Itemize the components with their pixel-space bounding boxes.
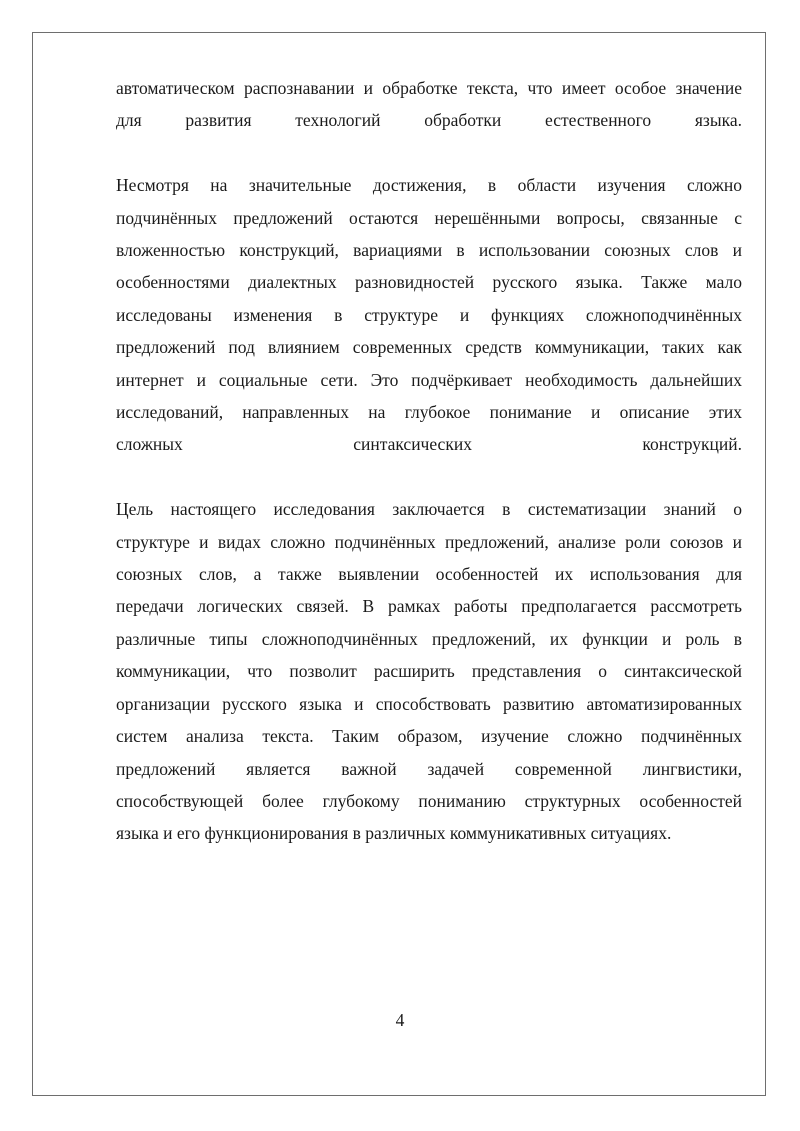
paragraph-3-line-10: способствующей более глубокому пониманию структурных особенностей (116, 790, 742, 811)
paragraph-3-line-2: структуре и видах сложно подчинённых предложений, анализе роли союзов и (116, 531, 742, 552)
paragraph-3-line-11: языка и его функционирования в различных коммуникативных ситуациях. (116, 823, 672, 844)
paragraph-spacer (116, 461, 742, 493)
paragraph-2-line-2: подчинённых предложений остаются нерешёнными вопросы, связанные с (116, 207, 742, 228)
paragraph-3-line-6: коммуникации, что позволит расширить представления о синтаксической (116, 661, 742, 682)
paragraph-2-line-4: особенностями диалектных разновидностей русского языка. Также мало (116, 272, 742, 293)
paragraph-2-line-7: интернет и социальные сети. Это подчёркивает необходимость дальнейших (116, 369, 742, 390)
paragraph-2-line-3: вложенностью конструкций, вариациями в использовании союзных слов и (116, 240, 742, 261)
paragraph-2-line-9: сложных синтаксических конструкций. (116, 434, 742, 455)
paragraph-3-line-7: организации русского языка и способствовать развитию автоматизированных (116, 693, 742, 714)
paragraph-1-line-1: автоматическом распознавании и обработке текста, что имеет особое значение (116, 78, 742, 98)
paragraph-2-line-6: предложений под влиянием современных средств коммуникации, таких как (116, 337, 742, 358)
paragraph-3-line-4: передачи логических связей. В рамках работы предполагается рассмотреть (116, 596, 742, 617)
paragraph-3-line-5: различные типы сложноподчинённых предложений, их функции и роль в (116, 628, 742, 649)
paragraph-3-line-9: предложений является важной задачей современной лингвистики, (116, 758, 742, 779)
paragraph-1-line-2: для развития технологий обработки естественного языка. (116, 110, 742, 131)
paragraph-3-line-1: Цель настоящего исследования заключается в систематизации знаний о (116, 499, 742, 520)
paragraph-3-line-3: союзных слов, а также выявлении особенностей их использования для (116, 564, 742, 585)
paragraph-2-line-5: исследованы изменения в структуре и функциях сложноподчинённых (116, 304, 742, 325)
paragraph-spacer (116, 137, 742, 169)
paragraph-3-line-8: систем анализа текста. Таким образом, изучение сложно подчинённых (116, 726, 742, 747)
paragraph-2-line-1: Несмотря на значительные достижения, в области изучения сложно (116, 175, 742, 196)
paragraph-2-line-8: исследований, направленных на глубокое понимание и описание этих (116, 402, 742, 423)
page-number: 4 (395, 1010, 405, 1030)
document-body (116, 72, 742, 850)
